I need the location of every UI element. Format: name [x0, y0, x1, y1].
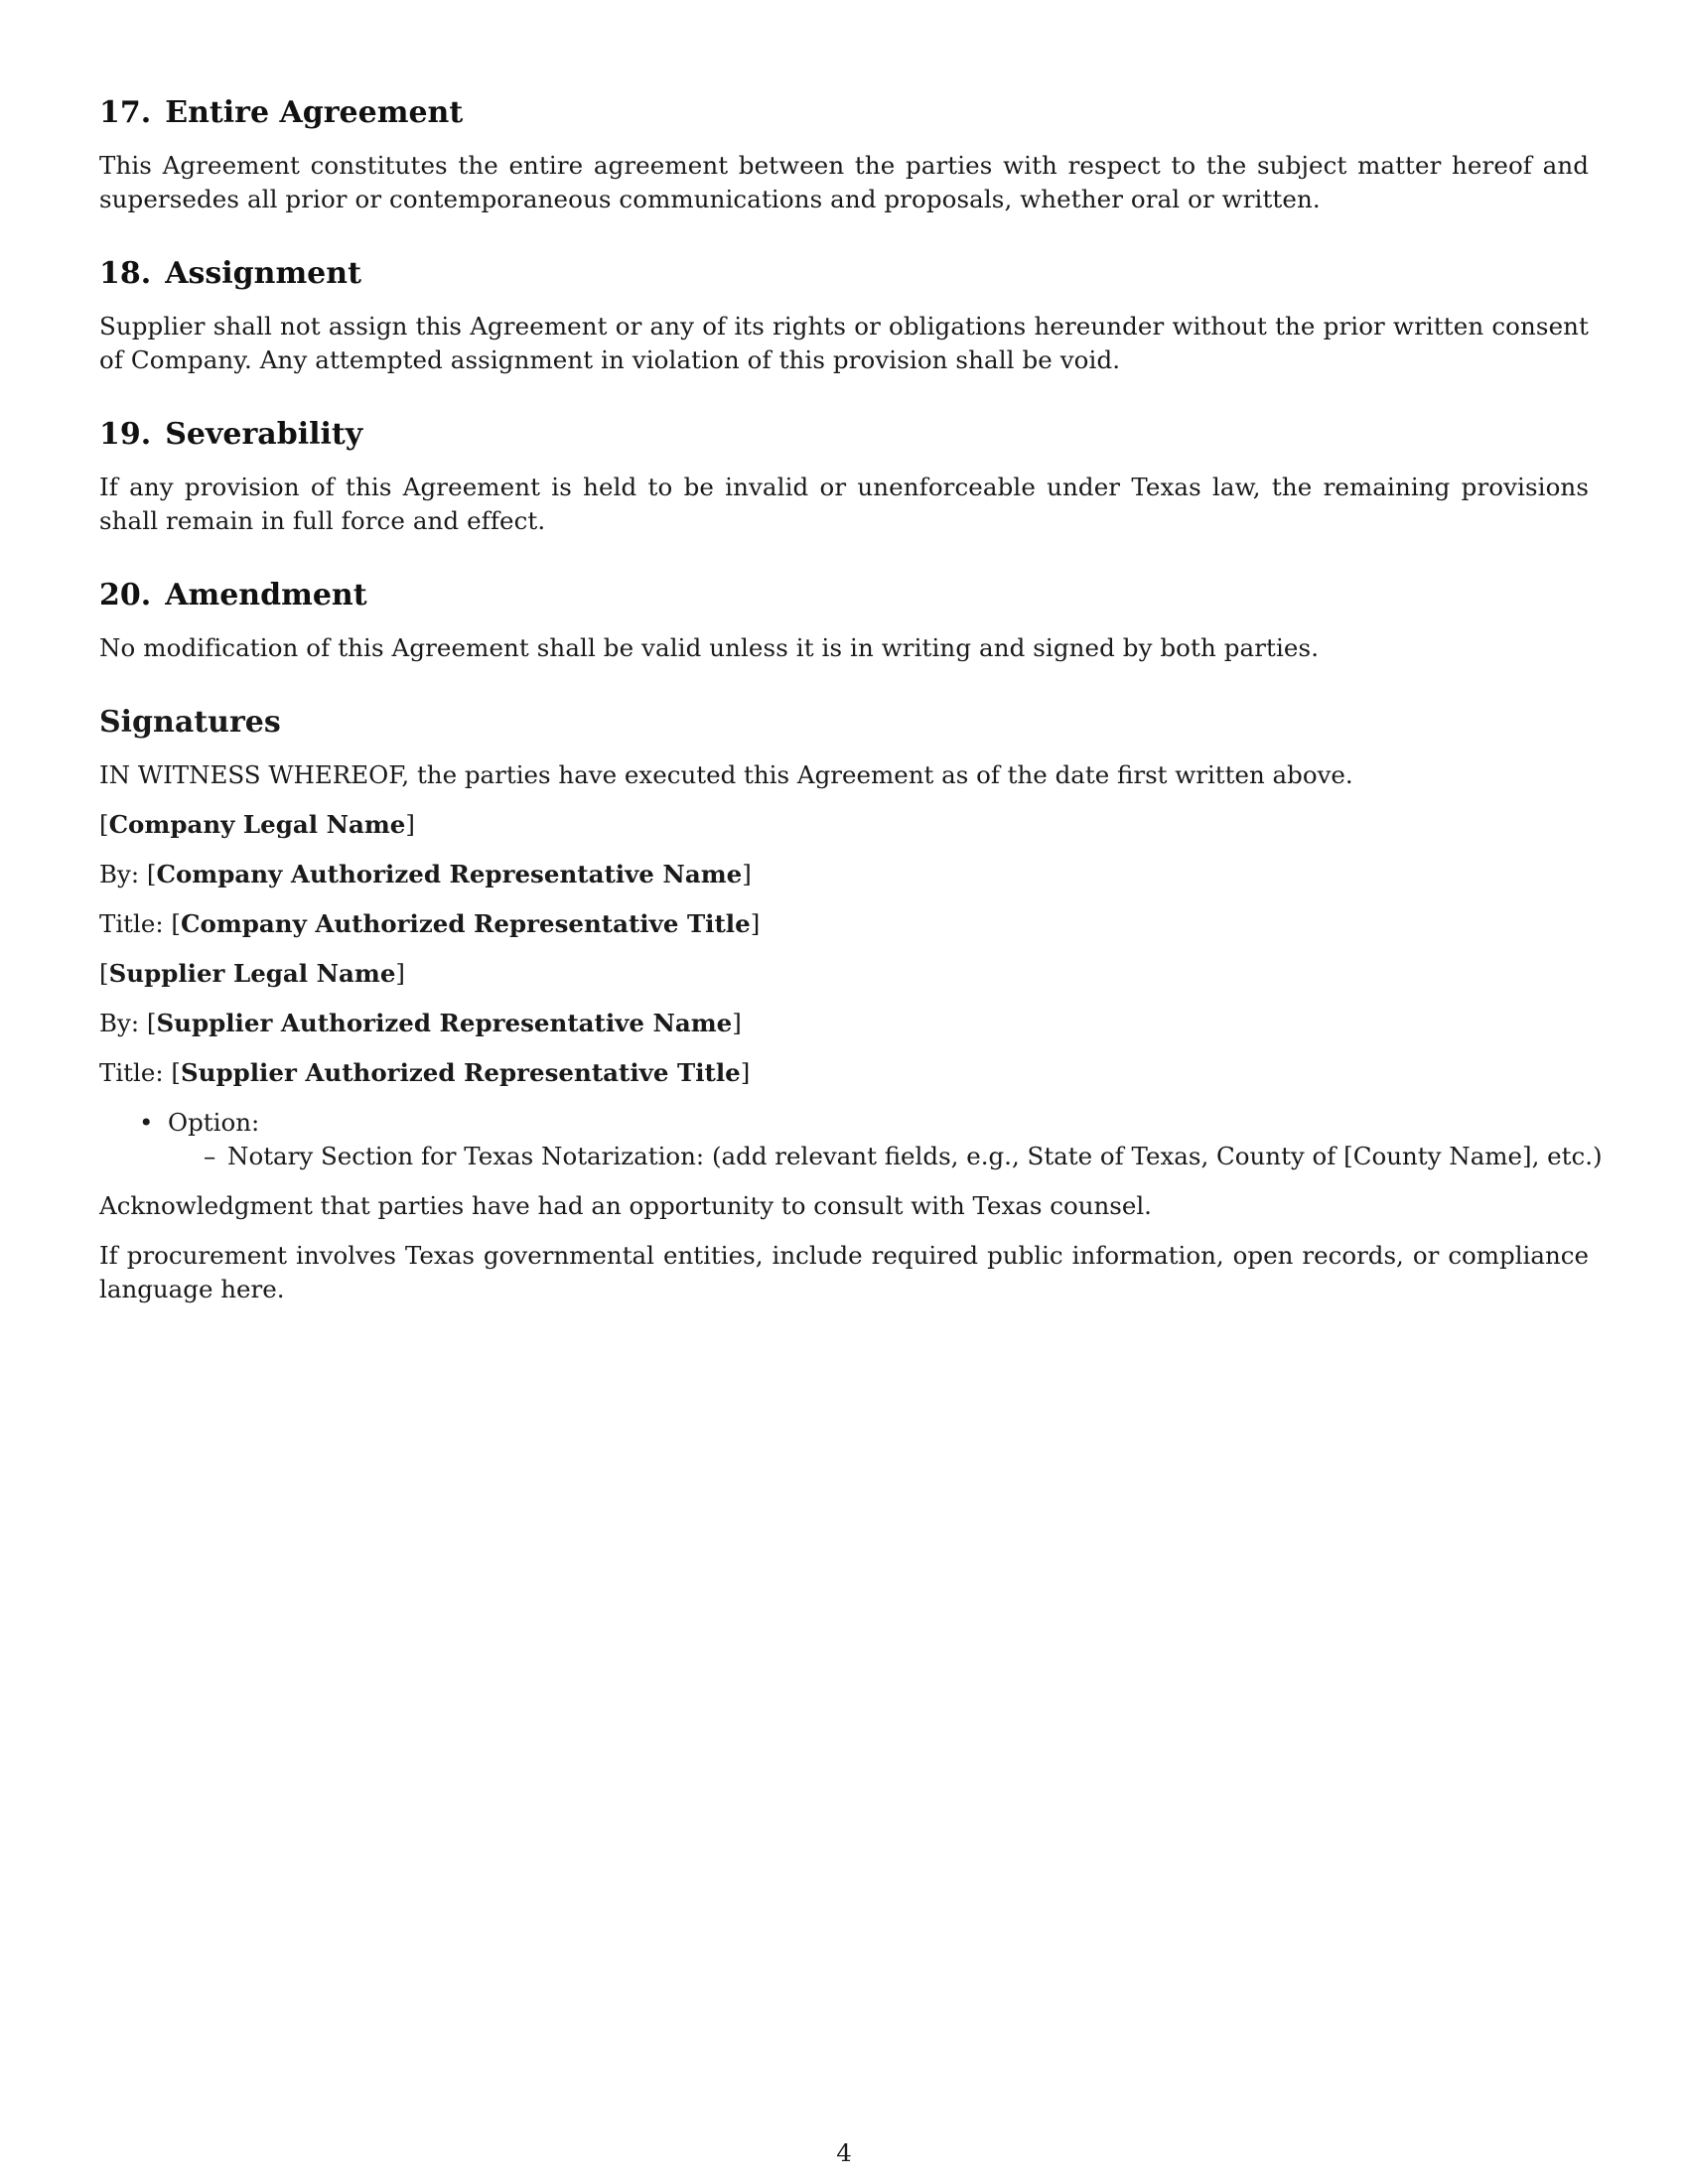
close-bracket: ]: [405, 810, 415, 839]
close-bracket: ]: [395, 959, 405, 988]
section-heading: [99, 95, 1589, 131]
section-number: 20.: [99, 578, 152, 613]
section-title: Amendment: [165, 578, 367, 613]
option-label: Option:: [168, 1108, 260, 1137]
open-bracket: [: [171, 909, 181, 938]
company-legal-name: [99, 808, 415, 842]
section-number: 19.: [99, 417, 152, 452]
witness-statement: IN WITNESS WHEREOF, the parties have executed this Agreement as of the date first written above.: [99, 760, 1353, 789]
section-number: 17.: [99, 95, 152, 130]
open-bracket: [: [146, 860, 157, 888]
section-body: If any provision of this Agreement is held to be invalid or unenforceable under Texas law, the remaining provisions shall remain in full force and effect.: [99, 473, 1589, 535]
section-heading: [99, 256, 1589, 292]
section-heading: [99, 578, 1589, 614]
procurement-note: If procurement involves Texas governmental entities, include required public information, open records, or compliance language here.: [99, 1241, 1589, 1303]
open-bracket: [: [99, 810, 109, 839]
list-item: [99, 1140, 1603, 1173]
company-name-placeholder: Company Legal Name: [108, 810, 406, 839]
section-title: Assignment: [165, 256, 361, 291]
supplier-name-placeholder: Supplier Legal Name: [108, 959, 396, 988]
open-bracket: [: [171, 1058, 181, 1087]
notary-section-note: Notary Section for Texas Notarization: (add relevant fields, e.g., State of Texas, County of [County Name], etc.): [227, 1142, 1603, 1170]
section-title: Severability: [165, 417, 363, 452]
company-rep-name-placeholder: Company Authorized Representative Name: [156, 860, 743, 888]
supplier-rep-title-placeholder: Supplier Authorized Representative Title: [180, 1058, 741, 1087]
list-item: [99, 1106, 1589, 1140]
section-entire-agreement: [99, 95, 1589, 216]
section-assignment: [99, 256, 1589, 377]
section-body: No modification of this Agreement shall be valid unless it is in writing and signed by both parties.: [99, 633, 1320, 662]
section-heading: [99, 417, 1589, 453]
section-body: Supplier shall not assign this Agreement or any of its rights or obligations hereunder without the prior written consent of Company. Any attempted assignment in violation of this provision shall be void.: [99, 312, 1589, 374]
by-label: By:: [99, 1009, 140, 1037]
company-title-line: [99, 907, 760, 941]
close-bracket: ]: [750, 909, 761, 938]
signatures-section: [99, 705, 1589, 741]
section-severability: [99, 417, 1589, 538]
dash-icon: –: [204, 1142, 216, 1170]
supplier-rep-name-placeholder: Supplier Authorized Representative Name: [156, 1009, 733, 1037]
section-title: Entire Agreement: [165, 95, 464, 130]
section-body: This Agreement constitutes the entire agreement between the parties with respect to the subject matter hereof and supersedes all prior or contemporaneous communications and proposals, whether oral or written.: [99, 151, 1589, 213]
bullet-icon: •: [139, 1108, 154, 1137]
company-by-line: [99, 858, 752, 891]
open-bracket: [: [99, 959, 109, 988]
supplier-by-line: [99, 1007, 742, 1040]
close-bracket: ]: [742, 860, 752, 888]
page-number: 4: [836, 2138, 852, 2167]
title-label: Title:: [99, 909, 164, 938]
section-number: 18.: [99, 256, 152, 291]
close-bracket: ]: [740, 1058, 751, 1087]
title-label: Title:: [99, 1058, 164, 1087]
company-rep-title-placeholder: Company Authorized Representative Title: [180, 909, 751, 938]
open-bracket: [: [146, 1009, 157, 1037]
by-label: By:: [99, 860, 140, 888]
acknowledgment-text: Acknowledgment that parties have had an opportunity to consult with Texas counsel.: [99, 1191, 1152, 1220]
supplier-title-line: [99, 1056, 750, 1090]
signatures-heading: Signatures: [99, 705, 281, 740]
supplier-legal-name: [99, 957, 405, 991]
section-amendment: [99, 578, 1589, 665]
option-list: [99, 1106, 1603, 1173]
close-bracket: ]: [732, 1009, 742, 1037]
